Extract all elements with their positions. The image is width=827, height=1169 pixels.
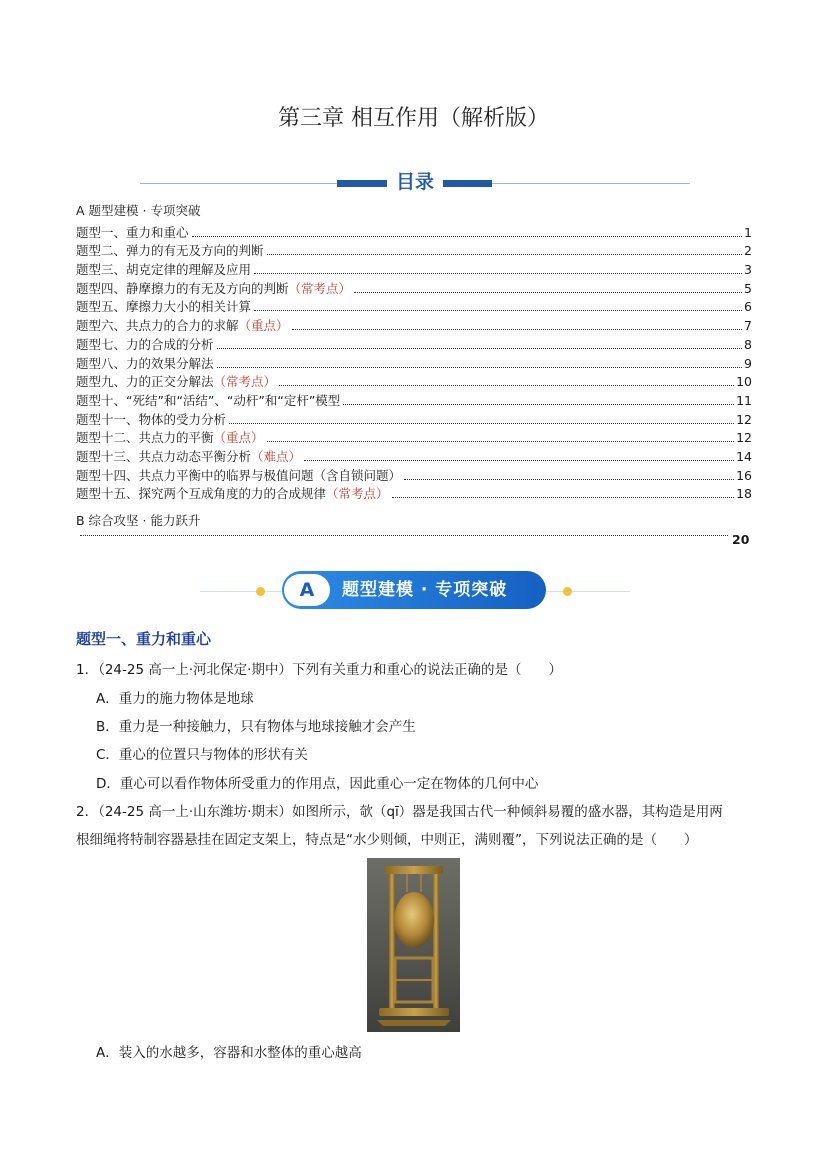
toc-item-page: 6 xyxy=(744,299,752,315)
question-1-stem: 1．（24-25 高一上·河北保定·期中）下列有关重力和重心的说法正确的是（ ） xyxy=(76,662,562,678)
toc-item-11[interactable] xyxy=(76,409,752,428)
toc-leader-dots xyxy=(292,329,743,330)
toc-item-6[interactable] xyxy=(76,315,752,334)
banner-line-left xyxy=(200,591,284,592)
toc-leader-dots xyxy=(267,254,743,255)
question-2-stem-line-2: 根细绳将特制容器悬挂在固定支架上，特点是“水少则倾，中则正，满则覆”，下列说法正确的是（ ） xyxy=(76,832,698,848)
toc-header-bar-right xyxy=(438,180,492,187)
toc-leader-dots xyxy=(229,423,734,424)
toc-item-5[interactable] xyxy=(76,297,752,316)
toc-leader-dots xyxy=(279,385,734,386)
toc-item-tag: （常考点） xyxy=(213,374,277,390)
toc-list xyxy=(76,222,752,502)
toc-section-b-leader-dots xyxy=(80,535,728,536)
banner-badge: A xyxy=(284,574,330,606)
toc-header-bar-left xyxy=(337,180,391,187)
toc-item-15[interactable] xyxy=(76,484,752,503)
toc-item-text: 题型八、力的效果分解法 xyxy=(76,355,214,371)
toc-item-text: 题型九、力的正交分解法 xyxy=(76,374,214,390)
toc-item-1[interactable] xyxy=(76,222,752,241)
toc-item-8[interactable] xyxy=(76,353,752,372)
banner-pill xyxy=(282,571,546,609)
toc-item-tag: （常考点） xyxy=(326,486,389,502)
toc-item-page: 8 xyxy=(744,336,752,352)
toc-item-page: 16 xyxy=(736,467,752,483)
toc-item-tag: （重点） xyxy=(213,430,264,446)
toc-item-page: 3 xyxy=(744,262,752,278)
toc-item-9[interactable] xyxy=(76,372,752,391)
question-2-option-a: A．装入的水越多，容器和水整体的重心越高 xyxy=(96,1045,362,1061)
toc-leader-dots xyxy=(267,441,735,442)
toc-header xyxy=(140,170,690,196)
toc-item-text: 题型十一、物体的受力分析 xyxy=(76,411,227,427)
toc-item-page: 5 xyxy=(744,280,752,296)
toc-item-tag: （重点） xyxy=(238,318,289,334)
toc-item-page: 11 xyxy=(736,392,752,408)
toc-item-text: 题型六、共点力的合力的求解 xyxy=(76,318,239,334)
toc-item-tag: （难点） xyxy=(251,448,302,464)
toc-item-page: 2 xyxy=(744,243,752,259)
toc-leader-dots xyxy=(217,367,743,368)
toc-section-b[interactable]: B 综合攻坚 · 能力跃升 xyxy=(76,513,201,528)
toc-leader-dots xyxy=(254,310,742,311)
question-2-stem-line-1: 2．（24-25 高一上·山东潍坊·期末）如图所示，欹（qī）器是我国古代一种倾斜易覆的盛水器，其构造是用两 xyxy=(76,804,723,820)
question-1-option-a: A．重力的施力物体是地球 xyxy=(96,691,254,707)
banner-text: 题型建模 · 专项突破 xyxy=(342,580,508,600)
toc-item-page: 18 xyxy=(736,486,752,502)
toc-item-page: 12 xyxy=(736,430,752,446)
toc-item-text: 题型三、胡克定律的理解及应用 xyxy=(76,262,252,278)
toc-item-text: 题型一、重力和重心 xyxy=(76,224,189,240)
section-heading: 题型一、重力和重心 xyxy=(76,630,212,648)
toc-item-3[interactable] xyxy=(76,259,752,278)
toc-leader-dots xyxy=(343,404,734,405)
page-title: 第三章 相互作用（解析版） xyxy=(278,106,549,131)
qiqi-vessel-photo xyxy=(367,858,460,1032)
toc-leader-dots xyxy=(217,348,743,349)
toc-item-page: 10 xyxy=(736,374,752,390)
toc-leader-dots xyxy=(392,497,735,498)
toc-leader-dots xyxy=(192,236,743,237)
toc-item-text: 题型十五、探究两个互成角度的力的合成规律 xyxy=(76,486,327,502)
toc-leader-dots xyxy=(254,273,742,274)
toc-item-page: 9 xyxy=(744,355,752,371)
toc-leader-dots xyxy=(404,479,734,480)
toc-item-text: 题型十四、共点力平衡中的临界与极值问题（含自锁问题） xyxy=(76,467,402,483)
toc-item-text: 题型十二、共点力的平衡 xyxy=(76,430,214,446)
toc-item-text: 题型十三、共点力动态平衡分析 xyxy=(76,448,252,464)
toc-item-10[interactable] xyxy=(76,390,752,409)
banner-dot-right xyxy=(563,587,572,596)
question-1-option-c: C．重心的位置只与物体的形状有关 xyxy=(96,747,308,763)
question-1-option-d: D．重心可以看作物体所受重力的作用点，因此重心一定在物体的几何中心 xyxy=(96,776,539,792)
section-banner xyxy=(200,570,630,612)
toc-item-2[interactable] xyxy=(76,241,752,260)
toc-item-page: 7 xyxy=(744,318,752,334)
toc-item-page: 1 xyxy=(744,224,752,240)
toc-header-label: 目录 xyxy=(387,170,443,194)
toc-section-a: A 题型建模 · 专项突破 xyxy=(76,203,201,218)
toc-leader-dots xyxy=(354,292,742,293)
toc-item-13[interactable] xyxy=(76,446,752,465)
toc-item-text: 题型四、静摩擦力的有无及方向的判断 xyxy=(76,280,289,296)
toc-item-4[interactable] xyxy=(76,278,752,297)
toc-item-text: 题型二、弹力的有无及方向的判断 xyxy=(76,243,264,259)
toc-item-text: 题型五、摩擦力大小的相关计算 xyxy=(76,299,252,315)
toc-item-14[interactable] xyxy=(76,465,752,484)
toc-section-b-page: 20 xyxy=(732,532,750,547)
toc-item-page: 12 xyxy=(736,411,752,427)
toc-item-7[interactable] xyxy=(76,334,752,353)
toc-leader-dots xyxy=(304,460,734,461)
qiqi-vessel-illustration xyxy=(367,858,460,1032)
toc-item-text: 题型七、力的合成的分析 xyxy=(76,336,214,352)
toc-item-tag: （常考点） xyxy=(288,280,352,296)
question-1-option-b: B．重力是一种接触力，只有物体与地球接触才会产生 xyxy=(96,719,416,735)
toc-item-12[interactable] xyxy=(76,428,752,447)
toc-item-page: 14 xyxy=(736,448,752,464)
banner-line-right xyxy=(546,591,630,592)
banner-dot-left xyxy=(256,587,265,596)
toc-item-text: 题型十、“死结”和“活结”、“动杆”和“定杆”模型 xyxy=(76,392,341,408)
